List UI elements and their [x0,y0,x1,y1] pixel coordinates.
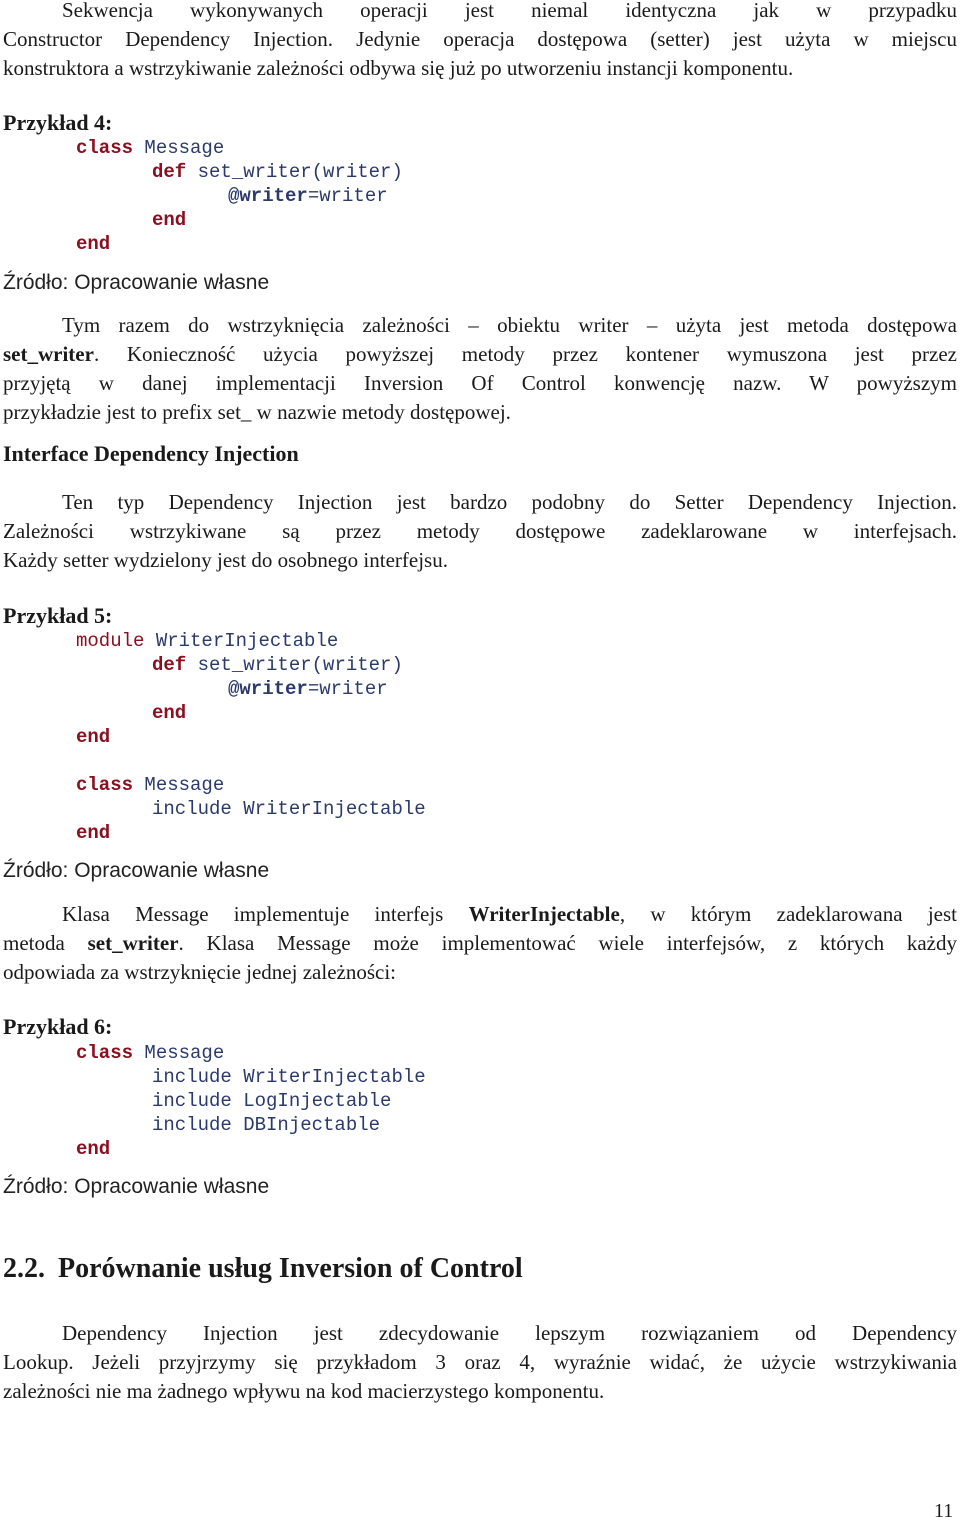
example-4-heading: Przykład 4: [3,110,113,135]
code-include: include LogInjectable [152,1090,392,1112]
code-keyword: def [152,654,187,676]
message-line-1-tail: , w którym zadeklarowana jest [619,902,957,926]
setter-paragraph [3,311,957,427]
intro-line-2: Constructor Dependency Injection. Jedynie operacja dostępowa (setter) jest użyta w miejscu [3,27,957,51]
code-keyword: end [76,1138,111,1160]
code-keyword: end [76,822,111,844]
example-5-source: Źródło: Opracowanie własne [3,859,270,882]
comparison-line-2: Lookup. Jeżeli przyjrzymy się przykładom 3 oraz 4, wyraźnie widać, że użycie wstrzykiwania [3,1350,957,1374]
code-include: include WriterInjectable [152,1066,426,1088]
example-6-source: Źródło: Opracowanie własne [3,1175,270,1198]
message-paragraph [3,900,957,987]
page-number: 11 [934,1500,954,1522]
code-def-signature: set_writer(writer) [186,654,403,676]
intro-paragraph [3,0,957,83]
example-6-code [76,1041,426,1161]
example-5-code [76,629,426,845]
code-keyword: end [152,209,187,231]
setter-line-2-text: . Konieczność użycia powyższej metody przez kontener wymuszona jest przez [93,342,957,366]
code-line [76,1137,426,1161]
code-line [76,677,426,701]
intro-line-1: Sekwencja wykonywanych operacji jest niemal identyczna jak w przypadku [62,0,957,22]
code-line [76,1065,426,1089]
code-keyword: module [76,630,145,652]
code-def-signature: set_writer(writer) [186,161,403,183]
method-name: set_writer [87,931,179,955]
code-keyword: class [76,137,134,159]
code-instance-var: @writer [228,185,308,207]
example-4-code [76,136,403,256]
code-line [76,821,426,845]
code-keyword: def [152,161,187,183]
code-line [76,136,403,160]
code-include: include WriterInjectable [152,798,426,820]
code-class-name: Message [133,1042,225,1064]
setter-line-3: przyjętą w danej implementacji Inversion Of Control konwencję nazw. W powyższym [3,371,957,395]
code-line [76,773,426,797]
message-line-2 [3,929,957,958]
code-line [76,701,426,725]
setter-line-2 [3,340,957,369]
code-keyword: end [76,233,111,255]
code-line [76,653,426,677]
code-keyword: class [76,774,134,796]
section-2-2-heading [3,1253,523,1285]
setter-method-name: set_writer [3,342,94,366]
code-instance-var: @writer [228,678,308,700]
code-class-name: Message [133,774,225,796]
message-line-2-text: metoda [3,931,88,955]
interface-line-2: Zależności wstrzykiwane są przez metody dostępowe zadeklarowane w interfejsach. [3,519,957,543]
interface-line-3: Każdy setter wydzielony jest do osobnego interfejsu. [3,548,448,572]
message-line-1 [3,900,957,929]
code-line [76,725,426,749]
message-line-2-tail: . Klasa Message może implementować wiele interfejsów, z których każdy [178,931,957,955]
comparison-line-3: zależności nie ma żadnego wpływu na kod macierzystego komponentu. [3,1379,605,1403]
message-line-1-text: Klasa Message implementuje interfejs [62,902,469,926]
code-line [76,1041,426,1065]
interface-name: WriterInjectable [468,902,620,926]
example-4-source: Źródło: Opracowanie własne [3,271,270,294]
code-blank-line [76,749,426,773]
interface-line-1: Ten typ Dependency Injection jest bardzo podobny do Setter Dependency Injection. [62,490,957,514]
code-assign: =writer [307,185,388,207]
interface-di-heading: Interface Dependency Injection [3,441,299,466]
code-line [76,160,403,184]
example-5-heading: Przykład 5: [3,603,113,628]
code-assign: =writer [307,678,388,700]
code-line [76,629,426,653]
code-keyword: class [76,1042,134,1064]
code-line [76,797,426,821]
code-line [76,208,403,232]
code-line [76,184,403,208]
section-number: 2.2. [3,1253,45,1284]
setter-line-1: Tym razem do wstrzyknięcia zależności – obiektu writer – użyta jest metoda dostępowa [62,313,957,337]
code-line [76,1089,426,1113]
code-keyword: end [152,702,187,724]
section-title: Porównanie usług Inversion of Control [58,1253,523,1284]
code-class-name: Message [133,137,225,159]
intro-line-3: konstruktora a wstrzykiwanie zależności odbywa się już po utworzeniu instancji komponentu. [3,56,794,80]
code-line [76,232,403,256]
comparison-line-1: Dependency Injection jest zdecydowanie lepszym rozwiązaniem od Dependency [62,1321,957,1345]
message-line-3: odpowiada za wstrzyknięcie jednej zależności: [3,960,396,984]
setter-line-4: przykładzie jest to prefix set_ w nazwie metody dostępowej. [3,400,511,424]
example-6-heading: Przykład 6: [3,1014,113,1039]
interface-di-paragraph [3,488,957,575]
code-line [76,1113,426,1137]
code-module-name: WriterInjectable [144,630,339,652]
code-include: include DBInjectable [152,1114,381,1136]
comparison-paragraph [3,1319,957,1406]
code-keyword: end [76,726,111,748]
